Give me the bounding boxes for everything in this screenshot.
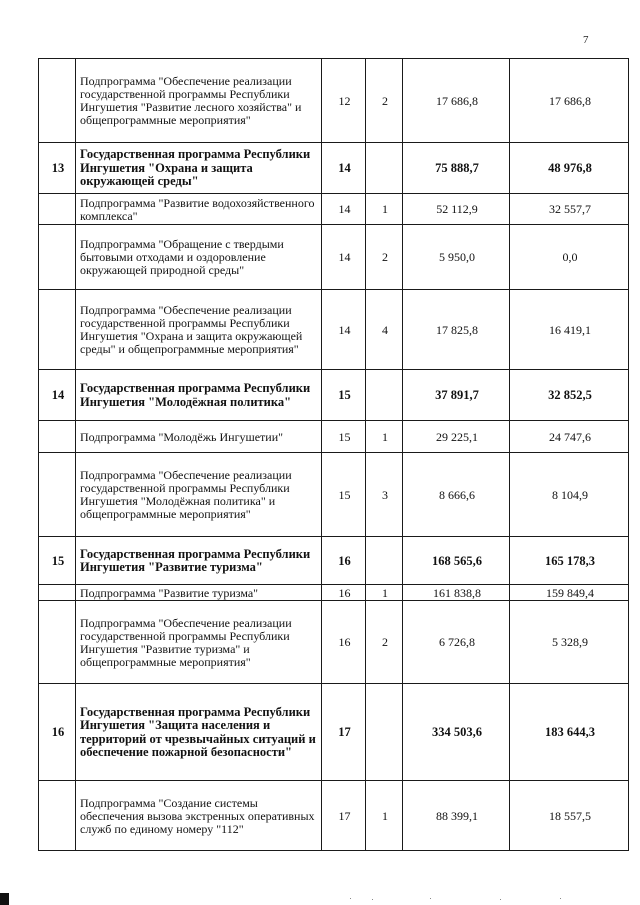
amount-planned: 37 891,7 — [403, 370, 510, 421]
row-number — [39, 225, 76, 290]
amount-actual: 165 178,3 — [510, 537, 629, 585]
table-row — [39, 781, 629, 851]
row-number — [39, 194, 76, 225]
program-name: Подпрограмма "Обеспечение реализации государственной программы Республики Ингушетия "Развитие туризма" и общепрограммные мероприятия" — [76, 601, 322, 684]
subprogram-code: 1 — [366, 585, 403, 601]
row-number — [39, 453, 76, 537]
table-row — [39, 290, 629, 370]
subprogram-code: 1 — [366, 781, 403, 851]
subprogram-code: 4 — [366, 290, 403, 370]
program-code: 15 — [322, 453, 366, 537]
amount-actual: 5 328,9 — [510, 601, 629, 684]
amount-actual: 32 557,7 — [510, 194, 629, 225]
row-number: 13 — [39, 143, 76, 194]
scan-artifacts — [0, 884, 640, 905]
table-row — [39, 59, 629, 143]
program-code: 17 — [322, 684, 366, 781]
subprogram-code — [366, 684, 403, 781]
subprogram-code: 2 — [366, 601, 403, 684]
table-row — [39, 585, 629, 601]
row-number — [39, 421, 76, 453]
amount-planned: 334 503,6 — [403, 684, 510, 781]
amount-actual: 18 557,5 — [510, 781, 629, 851]
program-name: Подпрограмма "Обеспечение реализации государственной программы Республики Ингушетия "Развитие лесного хозяйства" и общепрограммные мероприятия" — [76, 59, 322, 143]
row-number — [39, 59, 76, 143]
program-code: 15 — [322, 370, 366, 421]
row-number — [39, 290, 76, 370]
table-row — [39, 684, 629, 781]
amount-planned: 161 838,8 — [403, 585, 510, 601]
program-code: 12 — [322, 59, 366, 143]
program-code: 14 — [322, 290, 366, 370]
amount-planned: 75 888,7 — [403, 143, 510, 194]
amount-actual: 159 849,4 — [510, 585, 629, 601]
program-name: Подпрограмма "Развитие водохозяйственного комплекса" — [76, 194, 322, 225]
program-code: 14 — [322, 143, 366, 194]
amount-actual: 16 419,1 — [510, 290, 629, 370]
table-row — [39, 194, 629, 225]
subprogram-code — [366, 537, 403, 585]
program-code: 16 — [322, 601, 366, 684]
program-code: 17 — [322, 781, 366, 851]
budget-table — [38, 58, 629, 851]
program-name: Государственная программа Республики Ингушетия "Развитие туризма" — [76, 537, 322, 585]
amount-planned: 8 666,6 — [403, 453, 510, 537]
program-name: Государственная программа Республики Ингушетия "Охрана и защита окружающей среды" — [76, 143, 322, 194]
amount-planned: 168 565,6 — [403, 537, 510, 585]
amount-actual: 8 104,9 — [510, 453, 629, 537]
table-row — [39, 421, 629, 453]
program-code: 15 — [322, 421, 366, 453]
program-name: Подпрограмма "Развитие туризма" — [76, 585, 322, 601]
table-row — [39, 370, 629, 421]
amount-actual: 0,0 — [510, 225, 629, 290]
subprogram-code: 1 — [366, 194, 403, 225]
amount-planned: 88 399,1 — [403, 781, 510, 851]
row-number: 15 — [39, 537, 76, 585]
program-name: Государственная программа Республики Ингушетия "Защита населения и территорий от чрезвычайных ситуаций и обеспечение пожарной безопасности" — [76, 684, 322, 781]
table-row — [39, 143, 629, 194]
program-code: 16 — [322, 537, 366, 585]
amount-planned: 52 112,9 — [403, 194, 510, 225]
amount-planned: 6 726,8 — [403, 601, 510, 684]
page-number: 7 — [583, 34, 589, 46]
amount-actual: 183 644,3 — [510, 684, 629, 781]
table-row — [39, 225, 629, 290]
scan-corner-mark — [0, 893, 9, 905]
program-name: Подпрограмма "Обращение с твердыми бытовыми отходами и оздоровление окружающей природной среды" — [76, 225, 322, 290]
program-name: Подпрограмма "Обеспечение реализации государственной программы Республики Ингушетия "Охрана и защита окружающей среды" и общепрограммные мероприятия" — [76, 290, 322, 370]
subprogram-code: 3 — [366, 453, 403, 537]
program-name: Подпрограмма "Обеспечение реализации государственной программы Республики Ингушетия "Молодёжная политика" и общепрограммные мероприятия" — [76, 453, 322, 537]
program-code: 14 — [322, 194, 366, 225]
program-code: 14 — [322, 225, 366, 290]
subprogram-code — [366, 370, 403, 421]
subprogram-code: 2 — [366, 225, 403, 290]
row-number: 14 — [39, 370, 76, 421]
row-number — [39, 601, 76, 684]
program-name: Государственная программа Республики Ингушетия "Молодёжная политика" — [76, 370, 322, 421]
row-number: 16 — [39, 684, 76, 781]
amount-actual: 48 976,8 — [510, 143, 629, 194]
program-name: Подпрограмма "Молодёжь Ингушетии" — [76, 421, 322, 453]
subprogram-code — [366, 143, 403, 194]
table-row — [39, 453, 629, 537]
amount-actual: 17 686,8 — [510, 59, 629, 143]
program-name: Подпрограмма "Создание системы обеспечения вызова экстренных оперативных служб по единому номеру "112" — [76, 781, 322, 851]
subprogram-code: 2 — [366, 59, 403, 143]
table-row — [39, 537, 629, 585]
subprogram-code: 1 — [366, 421, 403, 453]
row-number — [39, 585, 76, 601]
amount-actual: 32 852,5 — [510, 370, 629, 421]
amount-planned: 17 686,8 — [403, 59, 510, 143]
amount-actual: 24 747,6 — [510, 421, 629, 453]
table-row — [39, 601, 629, 684]
program-code: 16 — [322, 585, 366, 601]
amount-planned: 29 225,1 — [403, 421, 510, 453]
amount-planned: 17 825,8 — [403, 290, 510, 370]
amount-planned: 5 950,0 — [403, 225, 510, 290]
row-number — [39, 781, 76, 851]
